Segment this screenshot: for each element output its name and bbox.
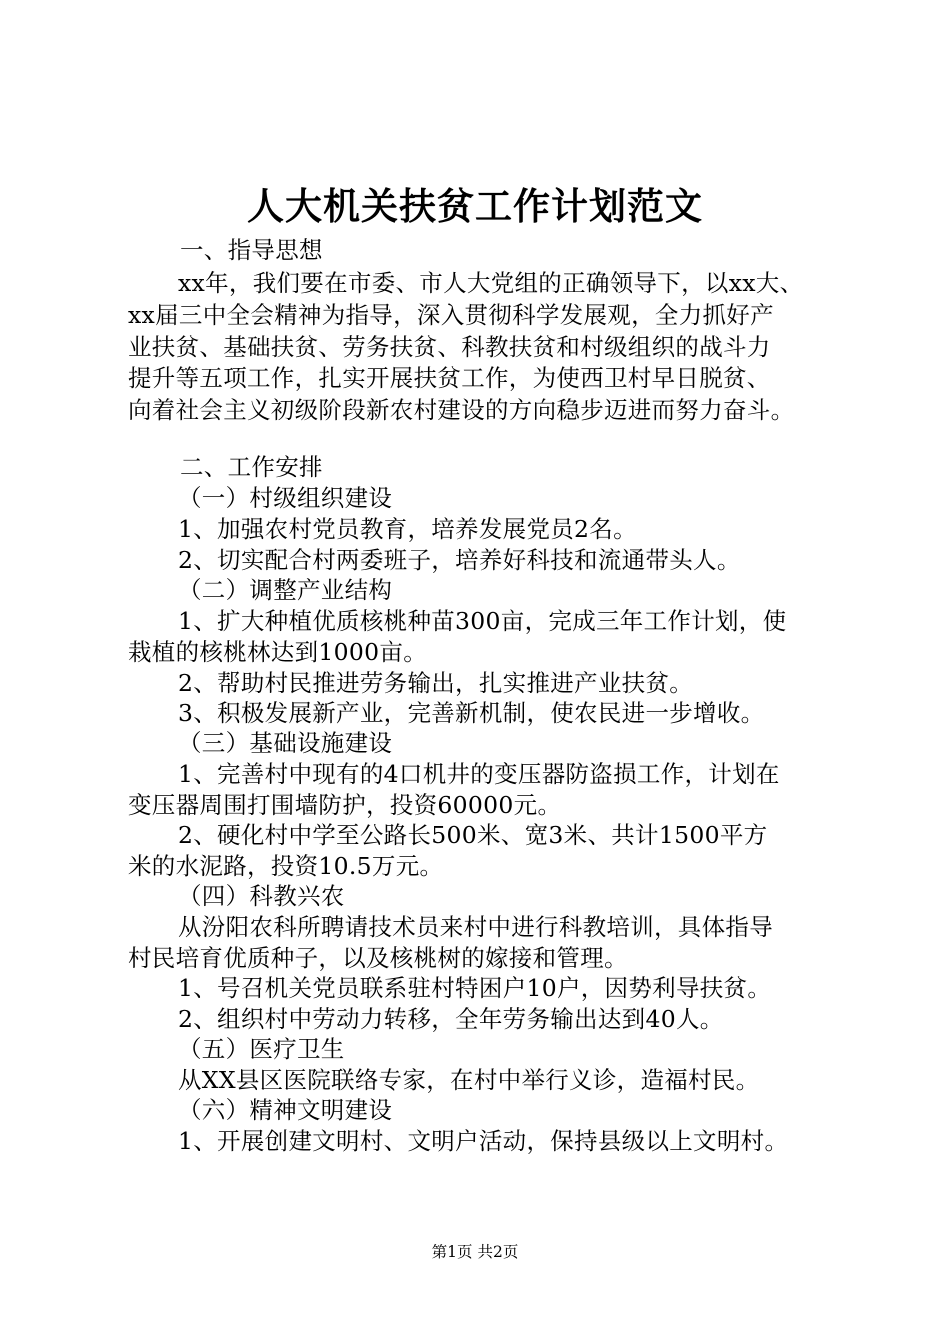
- list-item-continuation: 米的水泥路，投资10.5万元。: [128, 852, 444, 880]
- list-item-continuation: 变压器周围打围墙防护，投资60000元。: [128, 791, 562, 819]
- subsection-heading: （一）村级组织建设: [178, 484, 393, 512]
- subsection-heading: （三）基础设施建设: [178, 729, 393, 757]
- paragraph-line: 从XX县区医院联络专家，在村中举行义诊，造福村民。: [178, 1066, 760, 1094]
- list-item: 1、加强农村党员教育，培养发展党员2名。: [178, 515, 637, 543]
- subsection-heading: （五）医疗卫生: [178, 1035, 345, 1063]
- paragraph-line: 提升等五项工作，扎实开展扶贫工作，为使西卫村早日脱贫、: [128, 364, 771, 392]
- page-number: 第1页 共2页: [431, 1243, 519, 1261]
- section-heading-guiding-thought: 一、指导思想: [180, 236, 323, 264]
- list-item: 1、开展创建文明村、文明户活动，保持县级以上文明村。: [178, 1127, 789, 1155]
- list-item: 1、号召机关党员联系驻村特困户10户，因势利导扶贫。: [178, 974, 772, 1002]
- paragraph-line: 村民培育优质种子，以及核桃树的嫁接和管理。: [128, 944, 628, 972]
- list-item-continuation: 栽植的核桃林达到1000亩。: [128, 638, 428, 666]
- section-heading-work-arrangement: 二、工作安排: [180, 453, 323, 481]
- paragraph-line: 向着社会主义初级阶段新农村建设的方向稳步迈进而努力奋斗。: [128, 396, 795, 424]
- list-item: 2、帮助村民推进劳务输出，扎实推进产业扶贫。: [178, 669, 694, 697]
- subsection-heading: （六）精神文明建设: [178, 1096, 393, 1124]
- list-item: 1、完善村中现有的4口机井的变压器防盗损工作，计划在: [178, 760, 780, 788]
- list-item: 1、扩大种植优质核桃种苗300亩，完成三年工作计划，使: [178, 607, 787, 635]
- paragraph-line: 业扶贫、基础扶贫、劳务扶贫、科教扶贫和村级组织的战斗力: [128, 333, 771, 361]
- list-item: 2、硬化村中学至公路长500米、宽3米、共计1500平方: [178, 821, 768, 849]
- paragraph-line: xx年，我们要在市委、市人大党组的正确领导下，以xx大、: [178, 269, 804, 297]
- list-item: 3、积极发展新产业，完善新机制，使农民进一步增收。: [178, 699, 765, 727]
- paragraph-line: 从汾阳农科所聘请技术员来村中进行科教培训，具体指导: [178, 913, 773, 941]
- list-item: 2、组织村中劳动力转移，全年劳务输出达到40人。: [178, 1005, 724, 1033]
- document-title: 人大机关扶贫工作计划范文: [247, 184, 703, 228]
- list-item: 2、切实配合村两委班子，培养好科技和流通带头人。: [178, 546, 741, 574]
- subsection-heading: （四）科教兴农: [178, 882, 345, 910]
- paragraph-line: xx届三中全会精神为指导，深入贯彻科学发展观，全力抓好产: [128, 301, 774, 329]
- subsection-heading: （二）调整产业结构: [178, 576, 393, 604]
